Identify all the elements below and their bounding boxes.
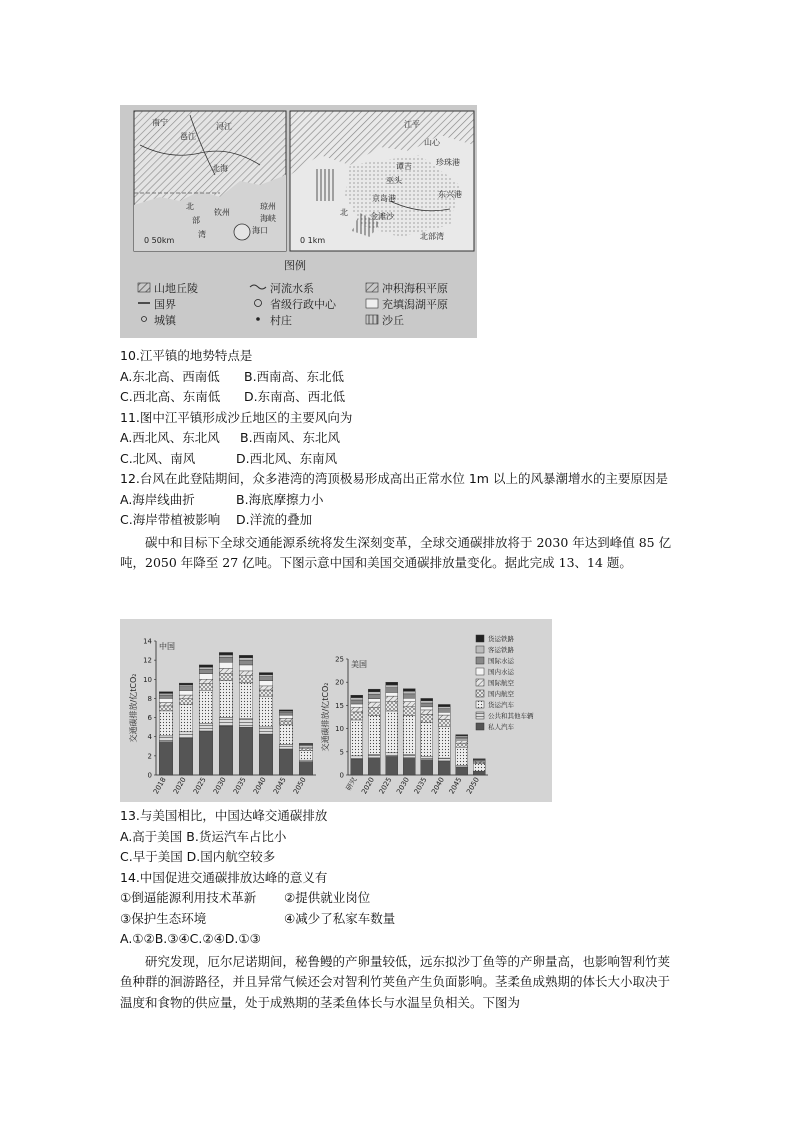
hatch-icon [138,283,150,292]
bar-segment [239,660,253,665]
statement-row [120,909,680,930]
map-scale-left: 0 50km [144,236,175,245]
map-label: 江平 [404,120,420,129]
bar-segment [473,762,485,764]
legend-swatch [476,679,484,686]
question-stem: 10.江平镇的地势特点是 [120,348,253,363]
bar-segment [279,713,293,716]
y-tick-label: 8 [147,694,152,703]
bar-segment [259,696,273,727]
legend-label: 国内水运 [488,668,514,676]
options-row: C.早于美国 D.国内航空较多 [120,849,276,864]
bar-segment [199,690,213,723]
legend-label: 私人汽车 [488,723,514,731]
bar-segment [159,695,173,698]
bar-segment [179,699,193,705]
legend-label: 货运铁路 [488,635,514,643]
bar-segment [159,692,173,694]
legend-swatch [476,712,484,719]
bar-segment [259,681,273,686]
bar-segment [299,751,313,760]
statement-2: ②提供就业岗位 [284,890,371,905]
bar-segment [159,693,173,695]
bar-segment [239,676,253,683]
statement-3: ③保护生态环境 [120,910,207,926]
legend-label: 货运汽车 [488,701,514,709]
legend-label: 国际航空 [488,679,514,687]
bar-segment [259,673,273,675]
bar-segment [259,677,273,681]
bar-segment [239,671,253,676]
bar-segment [179,704,193,732]
bar-segment [179,690,193,695]
bar-segment [159,698,173,702]
bar-segment [351,700,363,704]
bar-segment [403,702,415,707]
bar-segment [368,716,380,755]
bar-segment [179,732,193,738]
map-scale-right: 0 1km [300,236,326,245]
legend-label: 冲积海积平原 [382,282,448,295]
bar-segment [386,702,398,711]
x-tick-label: 2030 [211,776,228,796]
legend-swatch [476,690,484,697]
option-b: B.西南高、东北低 [244,368,345,384]
bar-segment [299,762,313,775]
bar-segment [259,675,273,677]
y-tick-label: 0 [147,771,152,780]
y-tick-label: 14 [143,637,152,646]
x-tick-label: 2040 [251,776,268,796]
x-tick-label: 2035 [412,776,429,796]
bar-segment [421,703,433,707]
x-tick-label: 2025 [191,776,208,796]
y-tick-label: 25 [335,655,344,664]
option-c: C.北风、南风 [120,450,196,466]
map-label: 湾 [198,230,206,239]
bar-segment [386,688,398,693]
x-tick-label: 2045 [271,776,288,796]
legend-label: 充填潟湖平原 [382,298,448,311]
map-label: 北 [186,202,194,211]
map-label: 京岛港 [372,194,396,203]
x-tick-label: 2035 [231,776,248,796]
bar-segment [386,685,398,688]
bar-segment [386,711,398,753]
y-axis-label: 交通碳排放/亿tCO₂ [321,682,330,752]
legend-label: 国际水运 [488,657,514,665]
bar-segment [299,746,313,748]
bar-segment [159,736,173,742]
bar-segment [279,718,293,721]
x-tick-label: 2030 [395,776,411,796]
statement-1: ①倒逼能源利用技术革新 [120,890,257,905]
bar-segment [368,694,380,698]
questions-13-14 [120,806,680,1013]
map-legend-title: 图例 [284,259,306,272]
options-row [120,510,680,531]
options-row [120,387,680,408]
bar-segment [421,760,433,775]
map-label: 巫头 [386,176,402,185]
map-label: 琼州 [260,202,276,211]
bar-segment [259,690,273,696]
bar-segment [299,749,313,751]
legend-swatch [476,635,484,642]
x-tick-label: 研究 [344,776,359,793]
bar-segment [386,756,398,775]
option-b: B.海底摩擦力小 [236,491,324,507]
bar-segment [219,652,233,654]
bar-segment [438,719,450,726]
bar-segment [351,712,363,720]
question-stem: 13.与美国相比，中国达峰交通碳排放 [120,808,328,823]
bar-segment [179,685,193,687]
options-row [120,367,680,388]
legend-swatch [476,646,484,653]
bar-segment [219,657,233,662]
bar-segment [456,739,468,741]
bar-segment [351,695,363,697]
bar-segment [403,691,415,694]
options-row: A.高于美国 B.货运汽车占比小 [120,828,287,844]
questions-10-12 [120,346,680,574]
map-label: 谭吉 [396,162,412,171]
bar-segment [199,679,213,683]
bar-segment [456,737,468,739]
map-label: 部 [192,216,200,225]
bar-segment [279,744,293,749]
bar-segment [219,668,233,673]
y-tick-label: 15 [335,701,344,710]
map-label: 山心 [424,138,440,147]
bar-segment [239,655,253,657]
x-tick-label: 2040 [430,776,446,796]
bar-segment [456,767,468,775]
legend-label: 公共和其他车辆 [488,712,534,720]
legend-swatch [476,657,484,664]
bar-segment [279,715,293,718]
option-c: C.海岸带植被影响 [120,512,221,527]
bar-segment [473,772,485,775]
bar-segment [438,758,450,761]
y-tick-label: 6 [147,714,152,723]
legend-label: 国内航空 [488,690,514,698]
bar-segment [259,727,273,734]
bar-segment [159,742,173,775]
answer-options: A.①②B.③④C.②④D.①③ [120,931,261,946]
map-label: 东兴港 [438,190,462,199]
map-label: 南宁 [152,118,168,127]
bar-segment [179,687,193,691]
bar-segment [421,701,433,703]
question-stem: 11.图中江平镇形成沙丘地区的主要风向为 [120,409,353,425]
x-tick-label: 2018 [151,776,168,796]
bar-segment [403,707,415,716]
bar-segment [239,658,253,660]
map-label: 浔江 [216,122,232,131]
bar-segment [351,707,363,712]
bar-segment [159,703,173,706]
legend-label: 河流水系 [270,282,314,295]
stripe-icon [366,315,378,324]
bar-segment [386,682,398,685]
bar-segment [368,707,380,716]
bar-segment [299,760,313,762]
y-tick-label: 5 [339,748,344,757]
y-tick-label: 20 [335,678,344,687]
bar-segment [368,702,380,707]
y-tick-label: 4 [147,733,152,742]
options-row [120,490,680,511]
bar-segment [403,694,415,698]
question-stem: 14.中国促进交通碳排放达峰的意义有 [120,869,328,885]
map-label: 邕江 [180,132,196,141]
bar-segment [403,754,415,757]
bar-segment [386,696,398,702]
legend-label: 城镇 [154,314,176,327]
x-tick-label: 2025 [377,776,394,796]
bar-segment [351,756,363,759]
legend-label: 山地丘陵 [154,282,198,295]
map-label: 海口 [252,226,268,235]
question-stem: 12.台风在此登陆期间，众多港湾的湾顶极易形成高出正常水位 1m 以上的风暴潮增水的主要原因是 [120,471,668,486]
bar-segment [279,721,293,725]
bar-segment [219,726,233,775]
bar-segment [421,698,433,700]
map-label: 海峡 [260,214,276,223]
bar-segment [259,734,273,775]
legend-label: 国界 [154,298,176,311]
carbon-emission-chart-figure [120,619,552,802]
chart-title: 美国 [351,660,367,669]
y-tick-label: 10 [335,725,344,734]
x-tick-label: 2050 [291,776,308,796]
dot-icon [256,317,260,321]
box-icon [366,299,378,308]
chart-svg [120,619,552,802]
bar-segment [368,689,380,692]
x-tick-label: 2045 [447,776,464,796]
y-axis-label: 交通碳排放/亿tCO₂ [129,673,138,743]
y-tick-label: 2 [147,752,152,761]
options-row [120,428,680,449]
bar-segment [438,704,450,706]
map-label: 金滩沙 [370,212,394,221]
bar-segment [199,731,213,775]
legend-swatch [476,668,484,675]
bar-segment [199,669,213,673]
bar-segment [199,723,213,731]
y-tick-label: 0 [339,771,344,780]
bar-segment [456,741,468,743]
option-c: C.西北高、东南低 [120,389,221,404]
legend-label: 村庄 [270,314,292,327]
x-tick-label: 2020 [360,776,376,796]
legend-label: 省级行政中心 [270,298,336,311]
bar-segment [421,757,433,760]
option-d: D.洋流的叠加 [236,512,313,527]
bar-segment [368,754,380,757]
bar-segment [199,667,213,669]
y-tick-label: 10 [143,675,152,684]
bar-segment [239,683,253,719]
chart-title: 中国 [159,642,175,651]
legend-swatch [476,701,484,708]
bar-segment [473,764,485,771]
bar-segment [239,727,253,775]
bar-segment [386,692,398,696]
bar-segment [403,698,415,701]
option-d: D.东南高、西北低 [244,389,346,404]
bar-segment [199,684,213,691]
map-label: 钦州 [214,208,230,217]
bar-segment [456,735,468,736]
bar-segment [386,753,398,757]
bar-segment [159,706,173,711]
bar-segment [421,710,433,715]
bar-segment [219,681,233,718]
bar-segment [438,715,450,719]
map-label: 珍珠港 [436,158,460,167]
bar-segment [438,707,450,709]
option-a: A.海岸线曲折 [120,491,195,507]
bar-segment [368,692,380,695]
bar-segment [351,759,363,775]
bar-segment [179,738,193,775]
bar-segment [199,674,213,680]
legend-swatch [476,723,484,730]
bar-segment [179,695,193,699]
map-label: 北 [340,208,348,217]
map-label: 北海 [212,164,228,173]
bar-segment [219,655,233,657]
bar-segment [456,747,468,765]
bar-segment [421,722,433,756]
bar-segment [403,715,415,754]
bar-segment [438,709,450,713]
bar-segment [239,719,253,727]
option-a: A.东北高、西南低 [120,368,220,384]
dense-hatch-icon [366,283,378,292]
map-svg [120,105,477,338]
x-tick-label: 2020 [171,776,188,796]
bar-segment [299,743,313,744]
map-label: 北部湾 [420,232,444,241]
bar-segment [159,711,173,736]
bar-segment [438,712,450,715]
y-tick-label: 12 [143,656,152,665]
bar-segment [351,704,363,707]
bar-segment [421,707,433,710]
bar-segment [259,686,273,690]
bar-segment [179,683,193,685]
bar-segment [456,743,468,747]
bar-segment [421,715,433,723]
option-a: A.西北风、东北风 [120,430,220,445]
bar-segment [279,710,293,711]
legend-label: 客运铁路 [488,646,514,654]
bar-segment [456,765,468,767]
bar-segment [219,673,233,680]
bar-segment [351,698,363,700]
option-b: B.西南风、东北风 [240,430,341,445]
bar-segment [199,665,213,667]
statement-row [120,888,680,909]
geography-map-figure [120,105,477,338]
bar-segment [279,725,293,745]
bar-segment [438,761,450,775]
bar-segment [438,726,450,758]
bar-segment [279,749,293,775]
passage-intro: 碳中和目标下全球交通能源系统将发生深刻变革，全球交通碳排放将于 2030 年达到峰值 85 亿吨，2050 年降至 27 亿吨。下图示意中国和美国交通碳排放量变化。据此完成 13、14 题。 [120,534,672,570]
options-row [120,449,680,470]
bar-segment [239,665,253,671]
bar-segment [351,720,363,756]
legend-label: 沙丘 [382,314,404,327]
bar-segment [368,699,380,702]
bar-segment [368,758,380,775]
bar-segment [403,689,415,692]
option-d: D.西北风、东南风 [236,450,338,466]
x-tick-label: 2050 [465,776,481,796]
bar-segment [219,717,233,726]
bar-segment [219,662,233,668]
passage-intro: 研究发现，厄尔尼诺期间，秘鲁鳗的产卵量较低，远东拟沙丁鱼等的产卵量高，也影响智利竹荚鱼种群的洄游路径，并且异常气候还会对智利竹荚鱼产生负面影响。茎柔鱼成熟期的体长大小取决于温度和食物的供应量，处于成熟期的茎柔鱼体长与水温呈负相关。下图为 [120,953,671,1010]
statement-4: ④减少了私家车数量 [284,910,396,926]
bar-segment [403,758,415,775]
